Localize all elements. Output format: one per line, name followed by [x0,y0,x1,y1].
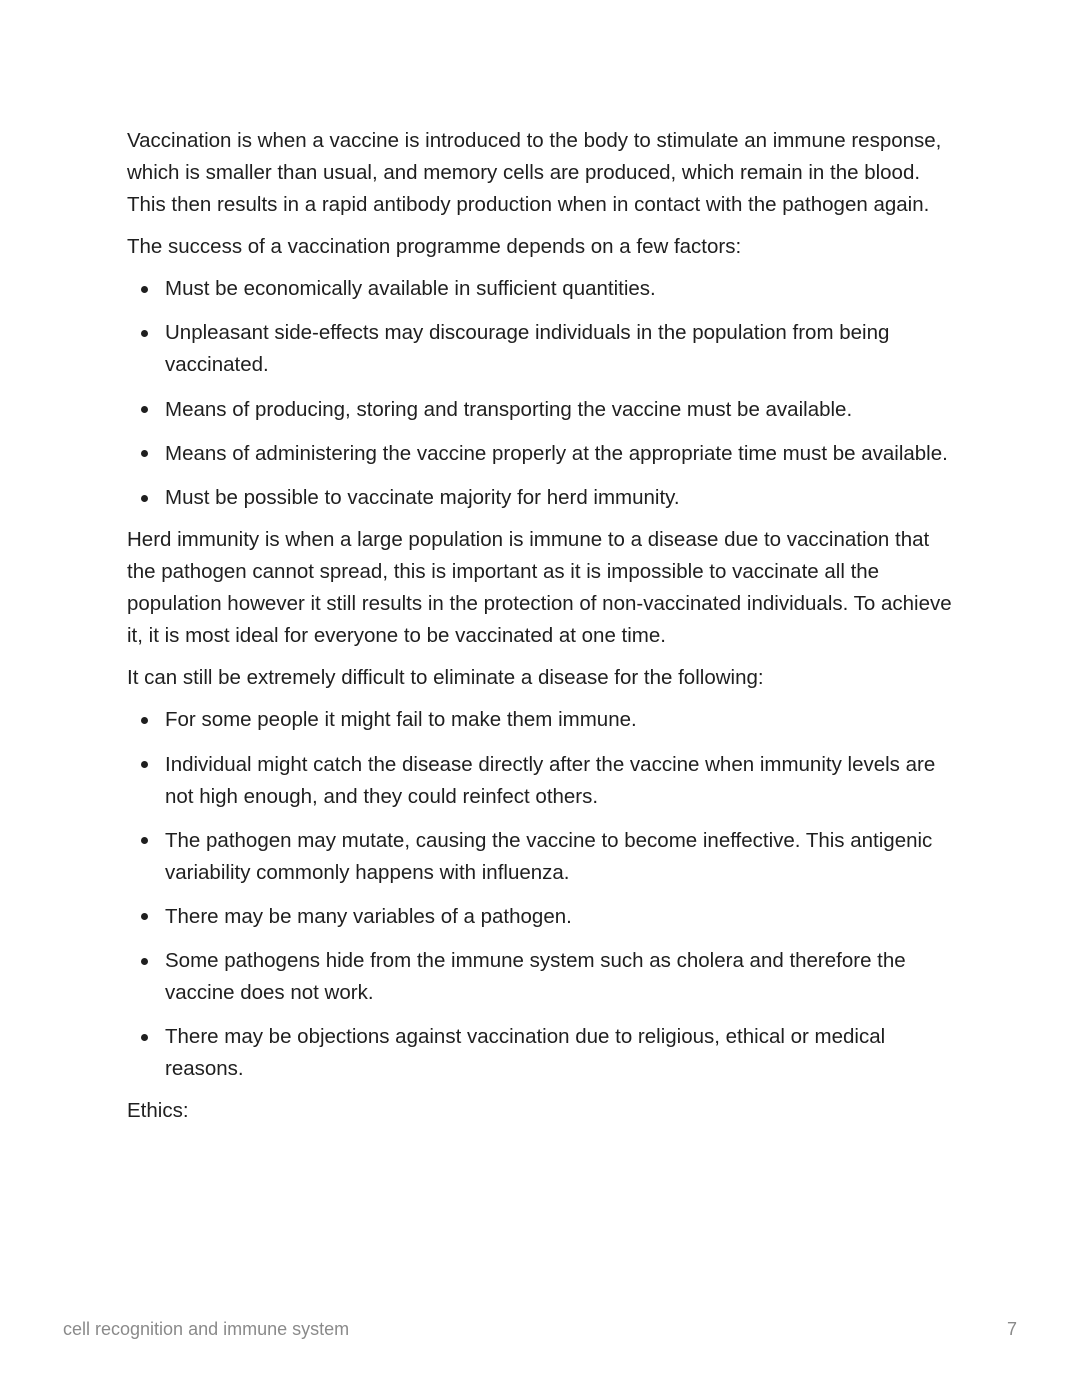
bullet-icon [141,1034,148,1041]
ethics-heading: Ethics: [127,1099,189,1123]
list-item [127,945,952,1009]
list-item-text: For some people it might fail to make them immune. [165,708,637,732]
list-item [127,482,952,514]
list-item [127,438,952,470]
bullet-icon [141,450,148,457]
list-item [127,704,952,736]
bullet-icon [141,717,148,724]
bullet-icon [141,958,148,965]
document-body [127,125,952,1138]
bullet-icon [141,406,148,413]
success-intro-paragraph: The success of a vaccination programme depends on a few factors: [127,234,742,258]
list-item [127,394,952,426]
list-item-text: Means of administering the vaccine properly at the appropriate time must be available. [165,441,948,465]
difficulties-list [127,704,952,1084]
list-item-text: Means of producing, storing and transporting the vaccine must be available. [165,397,853,421]
herd-immunity-paragraph: Herd immunity is when a large population is immune to a disease due to vaccination that the pathogen cannot spread, this is important as it is impossible to vaccinate all the population however it still results in the protection of non-vaccinated individuals. To achieve it, it is most ideal for everyone to be vaccinated at one time. [127,528,952,647]
bullet-icon [141,286,148,293]
list-item [127,1021,952,1085]
list-item [127,749,952,813]
bullet-icon [141,495,148,502]
list-item-text: Must be economically available in sufficient quantities. [165,277,656,301]
page-number: 7 [1006,1319,1017,1339]
list-item-text: The pathogen may mutate, causing the vaccine to become ineffective. This antigenic variability commonly happens with influenza. [165,828,933,884]
list-item-text: Some pathogens hide from the immune system such as cholera and therefore the vaccine does not work. [165,949,906,1005]
list-item [127,901,952,933]
difficulty-intro-paragraph: It can still be extremely difficult to eliminate a disease for the following: [127,666,764,690]
list-item [127,273,952,305]
success-factors-list [127,273,952,514]
bullet-icon [141,837,148,844]
list-item-text: Individual might catch the disease directly after the vaccine when immunity levels are not high enough, and they could reinfect others. [165,752,936,808]
bullet-icon [141,330,148,337]
list-item-text: Unpleasant side-effects may discourage individuals in the population from being vaccinated. [165,321,890,377]
list-item [127,825,952,889]
bullet-icon [141,761,148,768]
list-item-text: There may be many variables of a pathogen. [165,904,572,928]
bullet-icon [141,913,148,920]
list-item-text: There may be objections against vaccination due to religious, ethical or medical reasons. [165,1025,886,1081]
list-item [127,317,952,381]
intro-paragraph: Vaccination is when a vaccine is introduced to the body to stimulate an immune response, which is smaller than usual, and memory cells are produced, which remain in the blood. This then results in a rapid antibody production when in contact with the pathogen again. [127,129,942,216]
list-item-text: Must be possible to vaccinate majority for herd immunity. [165,486,680,510]
footer-document-title: cell recognition and immune system [63,1319,350,1339]
